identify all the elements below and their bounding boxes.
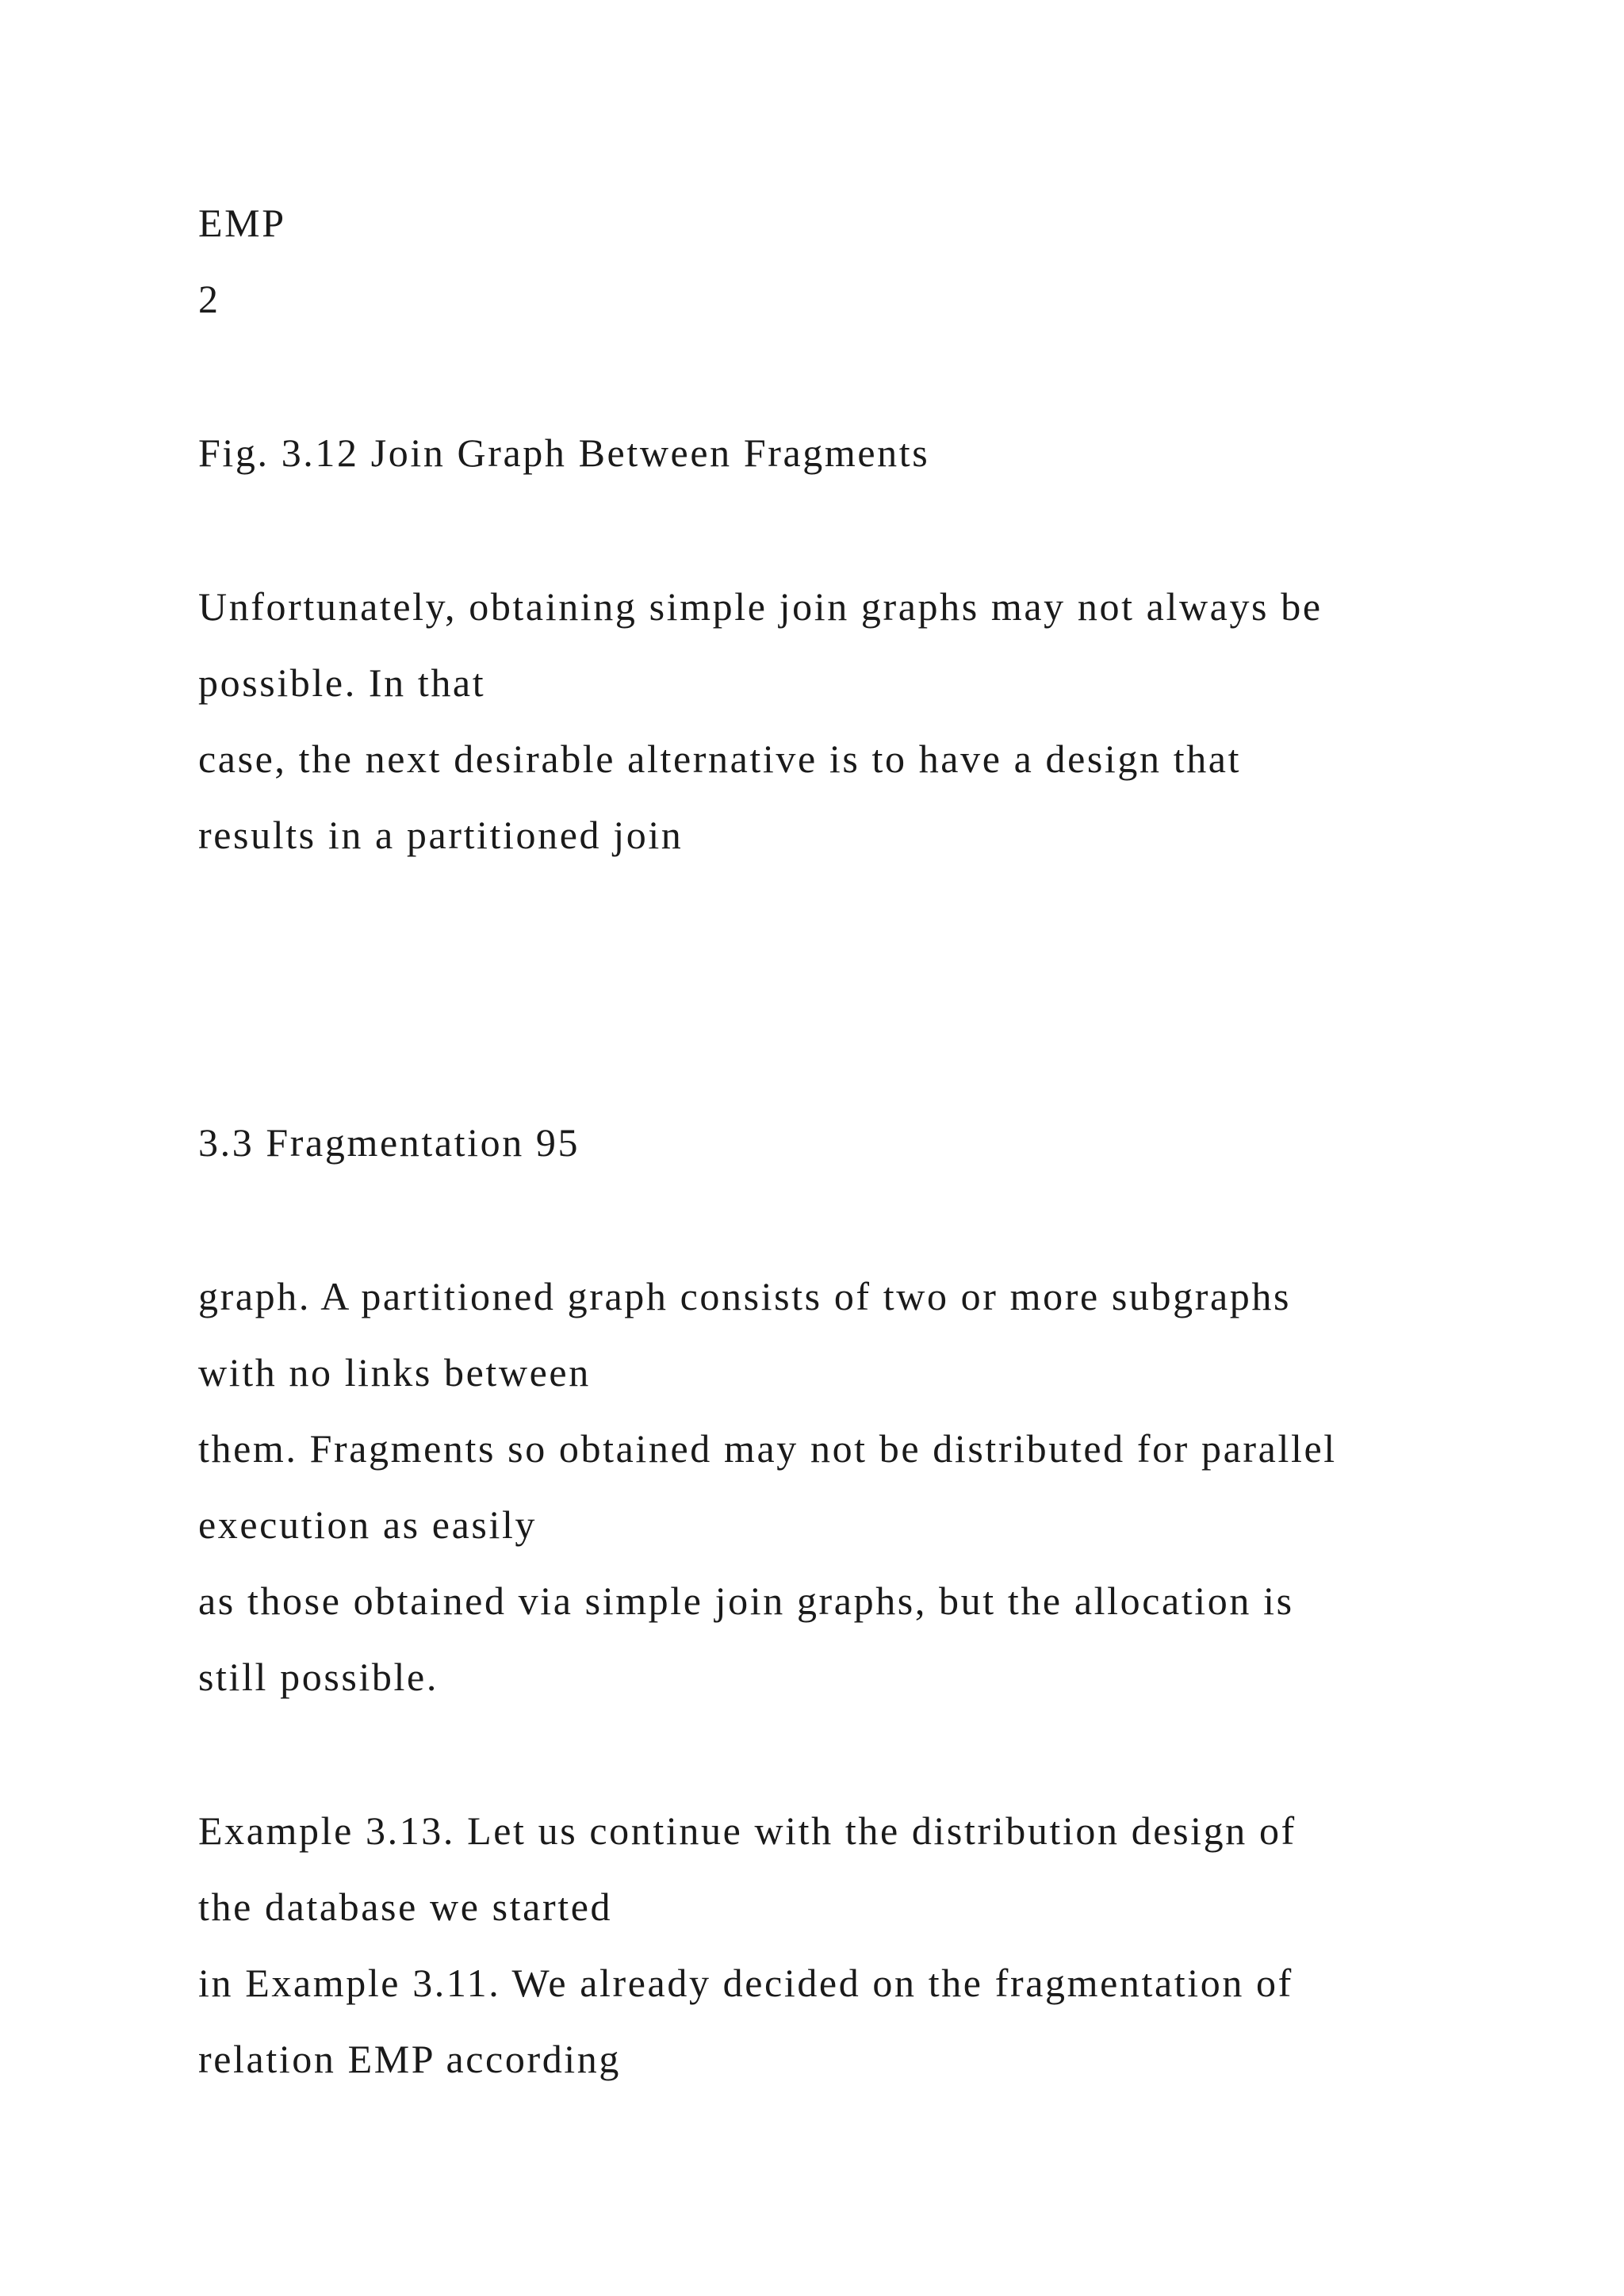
paragraph-line: the database we started [198, 1885, 613, 1929]
paragraph-line: Example 3.13. Let us continue with the distribution design of [198, 1808, 1297, 1853]
figure-label-emp: EMP [198, 201, 286, 245]
paragraph-line: graph. A partitioned graph consists of two or more subgraphs [198, 1274, 1292, 1318]
figure-label-subscript: 2 [198, 277, 220, 321]
running-header: 3.3 Fragmentation 95 [198, 1120, 580, 1165]
paragraph-line: them. Fragments so obtained may not be distributed for parallel [198, 1426, 1337, 1471]
paragraph-line: execution as easily [198, 1502, 538, 1547]
figure-caption: Fig. 3.12 Join Graph Between Fragments [198, 430, 930, 475]
paragraph-line: in Example 3.11. We already decided on the fragmentation of [198, 1961, 1293, 2005]
paragraph-line: as those obtained via simple join graphs, but the allocation is [198, 1578, 1294, 1623]
paragraph-line: case, the next desirable alternative is to have a design that [198, 737, 1242, 781]
paragraph-line: results in a partitioned join [198, 813, 684, 857]
paragraph-line: possible. In that [198, 660, 486, 705]
paragraph-line: relation EMP according [198, 2037, 621, 2081]
paragraph-line: still possible. [198, 1655, 439, 1699]
paragraph-line: Unfortunately, obtaining simple join graphs may not always be [198, 584, 1323, 629]
paragraph-line: with no links between [198, 1350, 591, 1395]
